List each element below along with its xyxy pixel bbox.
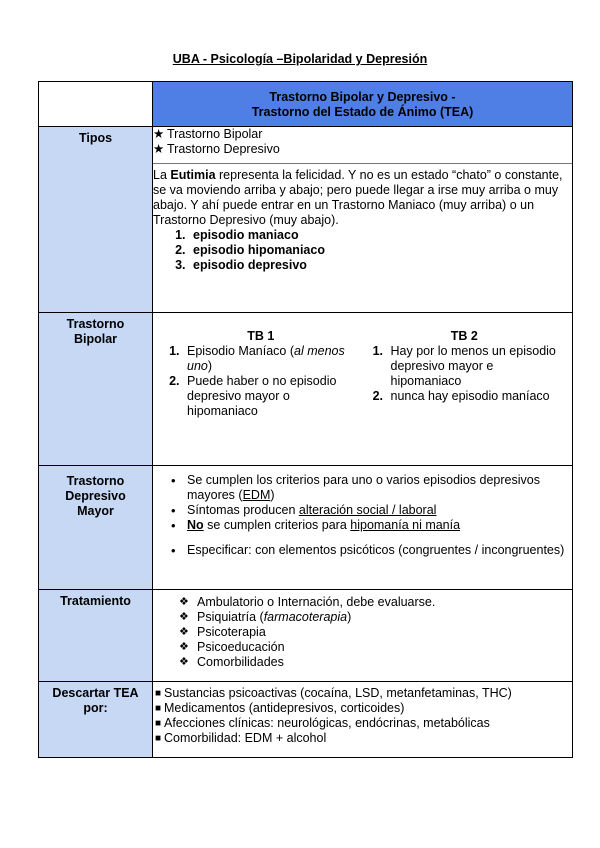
tratamiento-item: ❖ Comorbilidades [197, 655, 566, 670]
header-line-1: Trastorno Bipolar y Depresivo - [269, 90, 456, 104]
tipos-content [153, 127, 573, 313]
tb2-title: TB 2 [450, 329, 478, 343]
episodios-list [153, 228, 572, 273]
tratamiento-item: ❖ Psiquiatría (farmacoterapia) [197, 610, 566, 625]
tb1-item: 1. Episodio Maníaco (al menos uno) [183, 344, 363, 374]
depresivo-bullet: • Especificar: con elementos psicóticos (congruentes / incongruentes) [185, 543, 566, 558]
tratamiento-item: ❖ Psicoterapia [197, 625, 566, 640]
square-bullet-icon: ■ [155, 733, 162, 744]
header-row [39, 82, 573, 127]
descartar-item: ■ Afecciones clínicas: neurológicas, endócrinas, metabólicas [155, 716, 490, 730]
tratamiento-row [39, 590, 573, 682]
depresivo-row [39, 466, 573, 590]
depresivo-bullet: • Síntomas producen alteración social / laboral [185, 503, 566, 518]
square-bullet-icon: ■ [155, 718, 162, 729]
document-title: UBA - Psicología –Bipolaridad y Depresión [172, 52, 428, 66]
tipo-item: ★ Trastorno Depresivo [153, 142, 280, 156]
tratamiento-item: ❖ Psicoeducación [197, 640, 566, 655]
tipo-item: ★ Trastorno Bipolar [153, 127, 263, 141]
depresivo-content [153, 466, 573, 590]
header-cell [153, 82, 573, 127]
divider [153, 163, 572, 164]
bipolar-row [39, 313, 573, 466]
star-icon: ★ [153, 142, 165, 156]
header-line-2: Trastorno del Estado de Ánimo (TEA) [251, 105, 474, 119]
tipos-label: Tipos [39, 127, 153, 313]
episodio-item: 3. episodio depresivo [189, 258, 572, 273]
episodio-item: 1. episodio maniaco [189, 228, 572, 243]
bipolar-content [153, 313, 573, 466]
descartar-item: ■ Comorbilidad: EDM + alcohol [155, 731, 327, 745]
tratamiento-item: ❖ Ambulatorio o Internación, debe evaluarse. [197, 595, 566, 610]
descartar-row [39, 682, 573, 758]
depresivo-label: Trastorno Depresivo Mayor [39, 466, 153, 590]
tb1-title: TB 1 [247, 329, 275, 343]
tb2-item: 1. Hay por lo menos un episodio depresivo mayor e hipomaniaco [387, 344, 567, 389]
tb2-item: 2. nunca hay episodio maníaco [387, 389, 567, 404]
square-bullet-icon: ■ [155, 703, 162, 714]
descartar-item: ■ Sustancias psicoactivas (cocaína, LSD, metanfetaminas, THC) [155, 686, 512, 700]
descartar-label: Descartar TEA por: [39, 682, 153, 758]
summary-table [38, 81, 573, 758]
star-icon: ★ [153, 127, 165, 141]
descartar-item: ■ Medicamentos (antidepresivos, corticoides) [155, 701, 405, 715]
descartar-content [153, 682, 573, 758]
depresivo-bullet: • No se cumplen criterios para hipomanía ni manía [185, 518, 566, 533]
tratamiento-label: Tratamiento [39, 590, 153, 682]
tb1-item: 2. Puede haber o no episodio depresivo mayor o hipomaniaco [183, 374, 363, 419]
tb1-column [159, 329, 363, 419]
tb2-column [363, 329, 567, 419]
episodio-item: 2. episodio hipomaniaco [189, 243, 572, 258]
bipolar-label: Trastorno Bipolar [39, 313, 153, 466]
depresivo-bullet: • Se cumplen los criterios para uno o varios episodios depresivos mayores (EDM) [185, 473, 566, 503]
tratamiento-content [153, 590, 573, 682]
square-bullet-icon: ■ [155, 688, 162, 699]
eutimia-paragraph: La Eutimia representa la felicidad. Y no es un estado “chato” o constante, se va moviendo arriba y abajo; pero puede llegar a irse muy arriba o muy abajo. Y ahí puede entrar en un Trastorno Maniaco (muy arriba) o un Trastorno Depresivo (muy abajo). [153, 168, 563, 227]
tipos-row [39, 127, 573, 313]
header-empty-cell [39, 82, 153, 127]
